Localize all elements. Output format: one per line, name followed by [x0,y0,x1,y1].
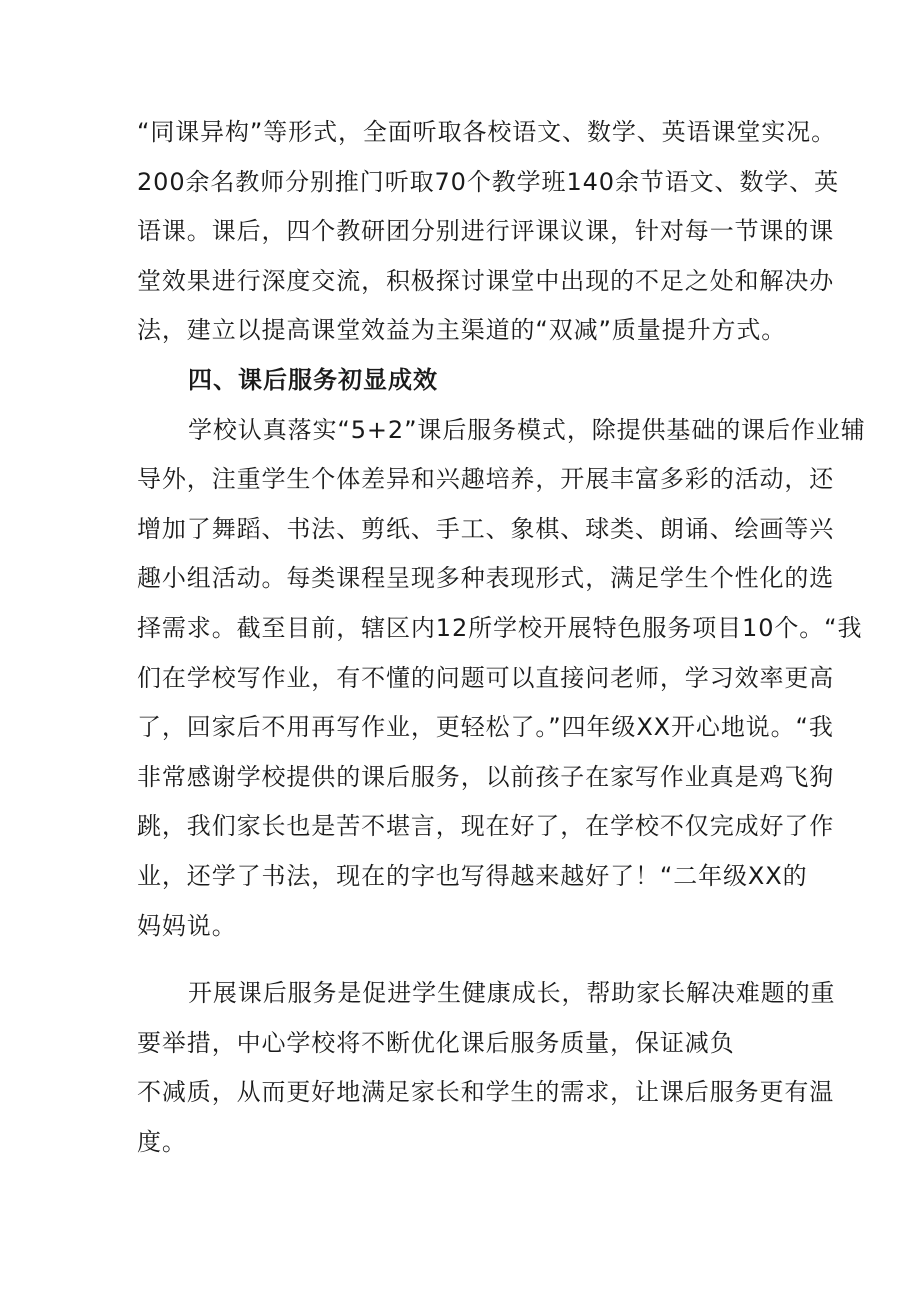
text-line: 导外，注重学生个体差异和兴趣培养，开展丰富多彩的活动，还 [137,465,835,494]
text-line: 语课。课后，四个教研团分别进行评课议课，针对每一节课的课 [137,217,835,246]
text-line: 度。 [137,1127,187,1156]
text-line: 跳，我们家长也是苦不堪言，现在好了，在学校不仅完成好了作 [137,812,835,841]
text-line: 要举措，中心学校将不断优化课后服务质量，保证减负 [137,1028,735,1057]
text-line: 学校认真落实“5+2”课后服务模式，除提供基础的课后作业辅 [188,415,866,444]
text-line: “同课异构”等形式，全面听取各校语文、数学、英语课堂实况。 [137,118,836,146]
text-line: 妈妈说。 [137,911,237,940]
text-line: 了，回家后不用再写作业，更轻松了。”四年级XX开心地说。“我 [137,713,834,742]
text-line: 不减质，从而更好地满足家长和学生的需求，让课后服务更有温 [137,1078,835,1107]
text-line: 开展课后服务是促进学生健康成长，帮助家长解决难题的重 [188,979,836,1008]
text-line: 非常感谢学校提供的课后服务，以前孩子在家写作业真是鸡飞狗 [137,762,835,791]
section-heading: 四、课后服务初显成效 [188,365,438,394]
document-body [137,108,866,1167]
text-line: 增加了舞蹈、书法、剪纸、手工、象棋、球类、朗诵、绘画等兴 [137,514,835,543]
text-line: 业，还学了书法，现在的字也写得越来越好了！“二年级XX的 [137,861,808,890]
text-line: 们在学校写作业，有不懂的问题可以直接问老师，学习效率更高 [137,663,835,692]
text-line: 法，建立以提高课堂效益为主渠道的“双减”质量提升方式。 [137,316,787,345]
text-line: 择需求。截至目前，辖区内12所学校开展特色服务项目10个。“我 [137,613,863,642]
text-line: 堂效果进行深度交流，积极探讨课堂中出现的不足之处和解决办 [137,266,835,295]
text-line: 趣小组活动。每类课程呈现多种表现形式，满足学生个性化的选 [137,564,835,593]
text-line: 200余名教师分别推门听取70个教学班140余节语文、数学、英 [137,167,840,196]
